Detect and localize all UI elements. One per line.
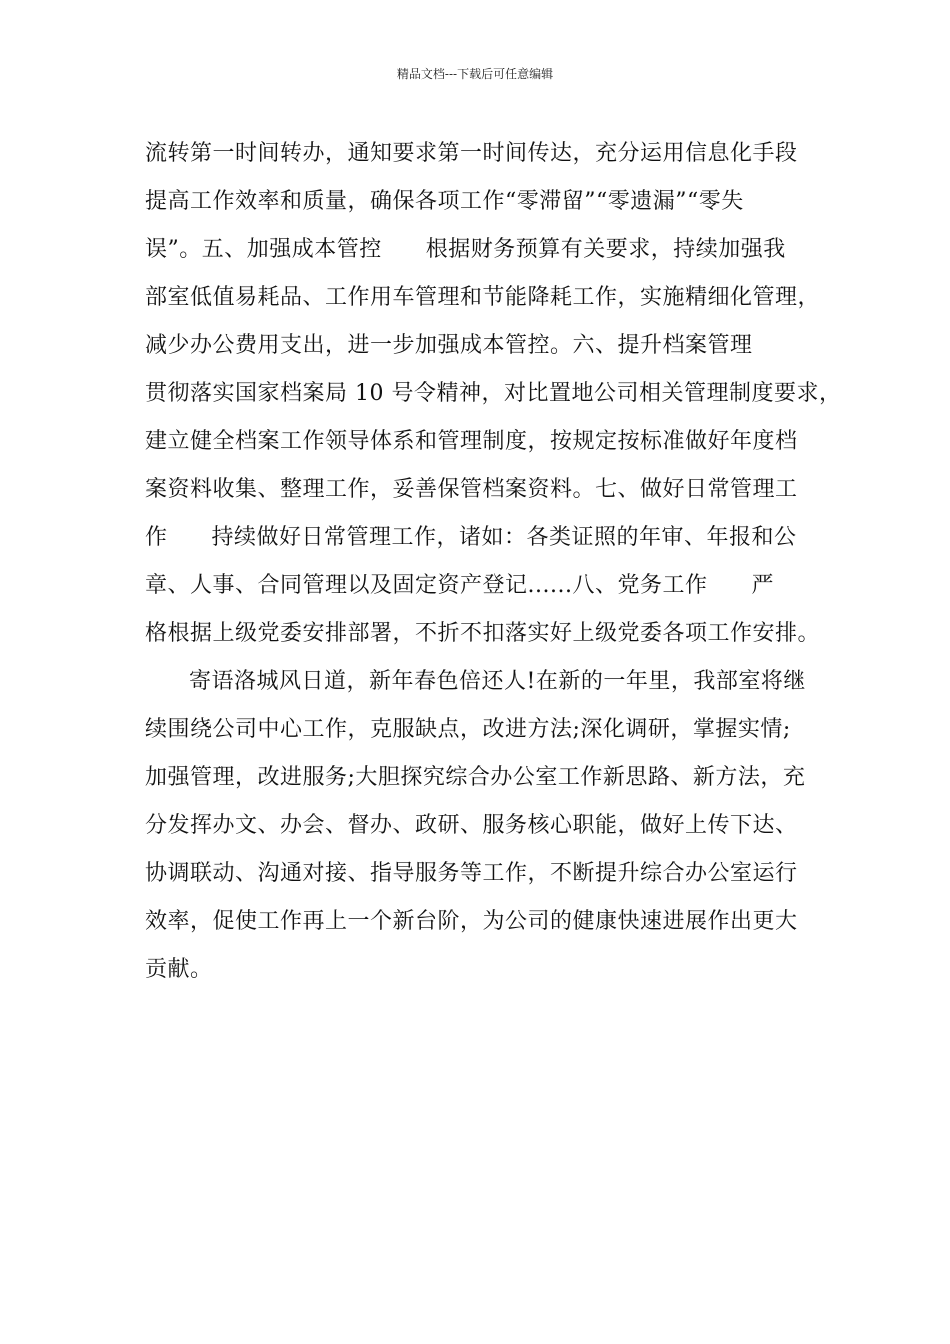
text-line bbox=[145, 514, 810, 562]
text-segment: 误”。五、加强成本管控 bbox=[145, 237, 382, 262]
text-line bbox=[145, 562, 810, 610]
text-line: 寄语洛城风日道，新年春色倍还人!在新的一年里，我部室将继 bbox=[189, 669, 806, 694]
text-segment: 章、人事、合同管理以及固定资产登记......八、党务工作 bbox=[145, 573, 708, 598]
text-line: 提高工作效率和质量，确保各项工作“零滞留”“零遗漏”“零失 bbox=[145, 189, 744, 214]
text-line: 加强管理，改进服务;大胆探究综合办公室工作新思路、新方法，充 bbox=[145, 765, 806, 790]
text-line: 建立健全档案工作领导体系和管理制度，按规定按标准做好年度档 bbox=[145, 429, 798, 454]
text-line: 效率，促使工作再上一个新台阶，为公司的健康快速进展作出更大 bbox=[145, 909, 798, 934]
text-line: 贡献。 bbox=[145, 957, 213, 982]
text-line: 流转第一时间转办，通知要求第一时间传达，充分运用信息化手段 bbox=[145, 141, 798, 166]
paragraph-2 bbox=[145, 658, 810, 994]
text-line: 案资料收集、整理工作，妥善保管档案资料。七、做好日常管理工 bbox=[145, 477, 798, 502]
text-segment: 持续做好日常管理工作，诸如：各类证照的年审、年报和公 bbox=[211, 525, 797, 550]
document-body bbox=[145, 130, 842, 994]
paragraph-1 bbox=[145, 130, 842, 658]
text-line: 续围绕公司中心工作，克服缺点，改进方法;深化调研，掌握实情; bbox=[145, 717, 791, 742]
page-header: 精品文档---下载后可任意编辑 bbox=[396, 67, 554, 81]
text-line: 协调联动、沟通对接、指导服务等工作，不断提升综合办公室运行 bbox=[145, 861, 798, 886]
text-segment: 严 bbox=[751, 573, 774, 598]
text-line: 格根据上级党委安排部署，不折不扣落实好上级党委各项工作安排。 bbox=[145, 621, 821, 646]
text-line bbox=[145, 226, 810, 274]
text-segment: 根据财务预算有关要求，持续加强我 bbox=[425, 237, 786, 262]
text-segment: 作 bbox=[145, 525, 168, 550]
text-line: 分发挥办文、办会、督办、政研、服务核心职能，做好上传下达、 bbox=[145, 813, 798, 838]
text-line: 贯彻落实国家档案局 10 号令精神，对比置地公司相关管理制度要求， bbox=[145, 381, 842, 406]
text-line: 部室低值易耗品、工作用车管理和节能降耗工作，实施精细化管理， bbox=[145, 285, 821, 310]
text-line: 减少办公费用支出，进一步加强成本管控。六、提升档案管理 bbox=[145, 333, 753, 358]
